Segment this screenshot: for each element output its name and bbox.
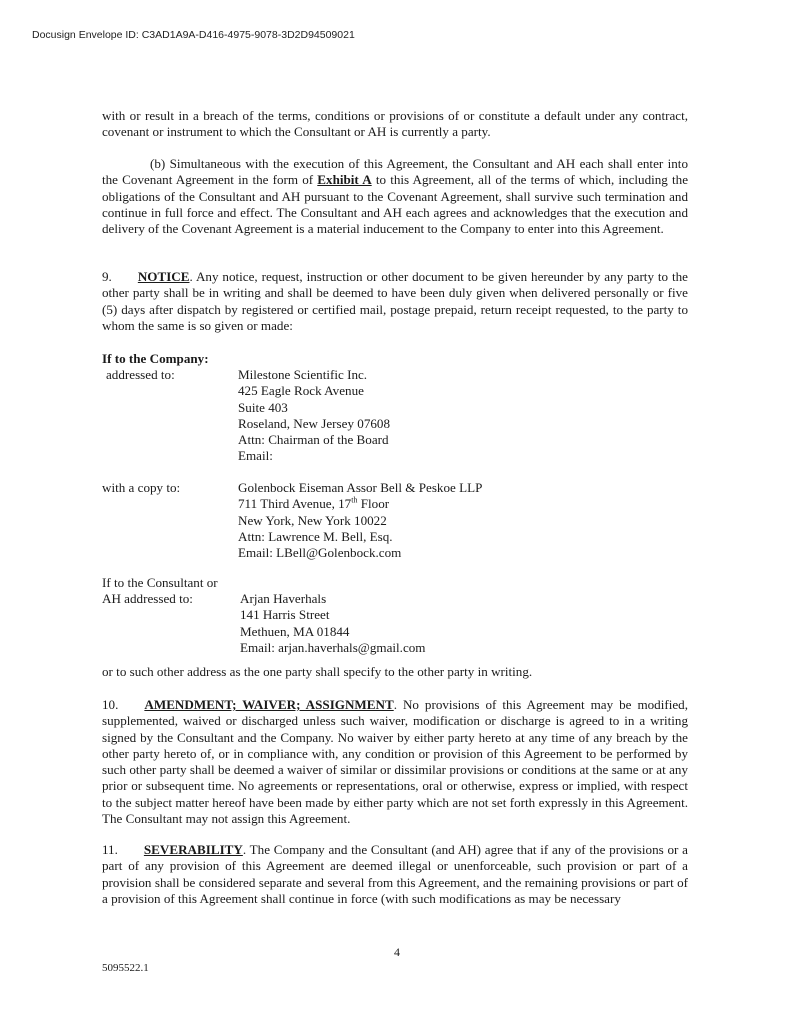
company-address: Milestone Scientific Inc. 425 Eagle Rock Avenue Suite 403 Roseland, New Jersey 07608 Attn: Chairman of the Board Email: [238, 367, 391, 464]
section-11-number: 11. [102, 842, 118, 857]
section-11-heading: SEVERABILITY [143, 842, 243, 857]
company-addressed-label: addressed to: [106, 367, 175, 383]
intro-paragraph [102, 108, 688, 141]
copy-address: Golenbock Eiseman Assor Bell & Peskoe LLP 711 Third Avenue, 17th Floor New York, New York 10022 Attn: Lawrence M. Bell, Esq. Email: LBell@Golenbock.com [238, 480, 483, 561]
section-9-notice: 9. NOTICE. Any notice, request, instruction or other document to be given hereunder by any party to the other party shall be in writing and shall be deemed to have been duly given when delivered personally or five (5) days after dispatch by registered or certified mail, postage prepaid, return receipt requested, to the party to whom the same is so given or made: [102, 269, 688, 333]
copy-label: with a copy to: [102, 480, 181, 495]
section-10-number: 10. [102, 697, 119, 712]
copy-street-line: 711 Third Avenue, 17th Floor [238, 495, 390, 512]
consultant-notice-labels: If to the Consultant or AH addressed to: [102, 575, 218, 607]
section-9-number: 9. [102, 269, 112, 284]
section-11-severability: 11. SEVERABILITY. The Company and the Consultant (and AH) agree that if any of the provisions or a part of any provision of this Agreement are deemed illegal or unenforceable, such provision or part of a provision shall be considered separate and several from this Agreement, and the remaining provisions or part of a provision of this Agreement shall continue in force (with such modifications as may be necessary [102, 842, 688, 906]
section-9-heading: NOTICE [137, 269, 190, 284]
other-address-paragraph: or to such other address as the one party shall specify to the other party in writing. [102, 664, 533, 679]
company-heading: If to the Company: [102, 351, 209, 366]
section-10-amendment: 10. AMENDMENT; WAIVER; ASSIGNMENT. No provisions of this Agreement may be modified, supplemented, waived or discharged unless such waiver, modification or discharge is agreed to in a writing signed by the Consultant and the Company. No waiver by either party hereto at any time of any breach by the other party hereto of, or in compliance with, any condition or provision of this Agreement to be performed by such other party shall be deemed a waiver of similar or dissimilar provisions or conditions at the same or at any prior or subsequent time. No agreements or representations, oral or otherwise, express or implied, with respect to the subject matter hereof have been made by either party which are not set forth expressly in this Agreement. The Consultant may not assign this Agreement. [102, 697, 688, 827]
docusign-envelope-id: Docusign Envelope ID: C3AD1A9A-D416-4975-9078-3D2D94509021 [32, 29, 355, 41]
paragraph-b: (b) Simultaneous with the execution of this Agreement, the Consultant and AH each shall enter into the Covenant Agreement in the form of Exhibit A to this Agreement, all of the terms of which, including the obligations of the Consultant and AH pursuant to the Covenant Agreement, shall survive such termination and continue in full force and effect. The Consultant and AH each agrees and acknowledges that the execution and delivery of the Covenant Agreement is a material inducement to the Company to enter into this Agreement. [102, 156, 689, 237]
company-notice-labels [102, 351, 209, 384]
page-number: 4 [394, 945, 400, 959]
exhibit-a-reference: Exhibit A [317, 172, 372, 188]
section-10-heading: AMENDMENT; WAIVER; ASSIGNMENT [144, 697, 394, 712]
consultant-address: Arjan Haverhals 141 Harris Street Methuen, MA 01844 Email: arjan.haverhals@gmail.com [240, 591, 426, 655]
intro-text: with or result in a breach of the terms, conditions or provisions of or constitute a default under any contract, covenant or instrument to which the Consultant or AH is currently a party. [102, 108, 688, 140]
document-id: 5095522.1 [102, 962, 149, 974]
